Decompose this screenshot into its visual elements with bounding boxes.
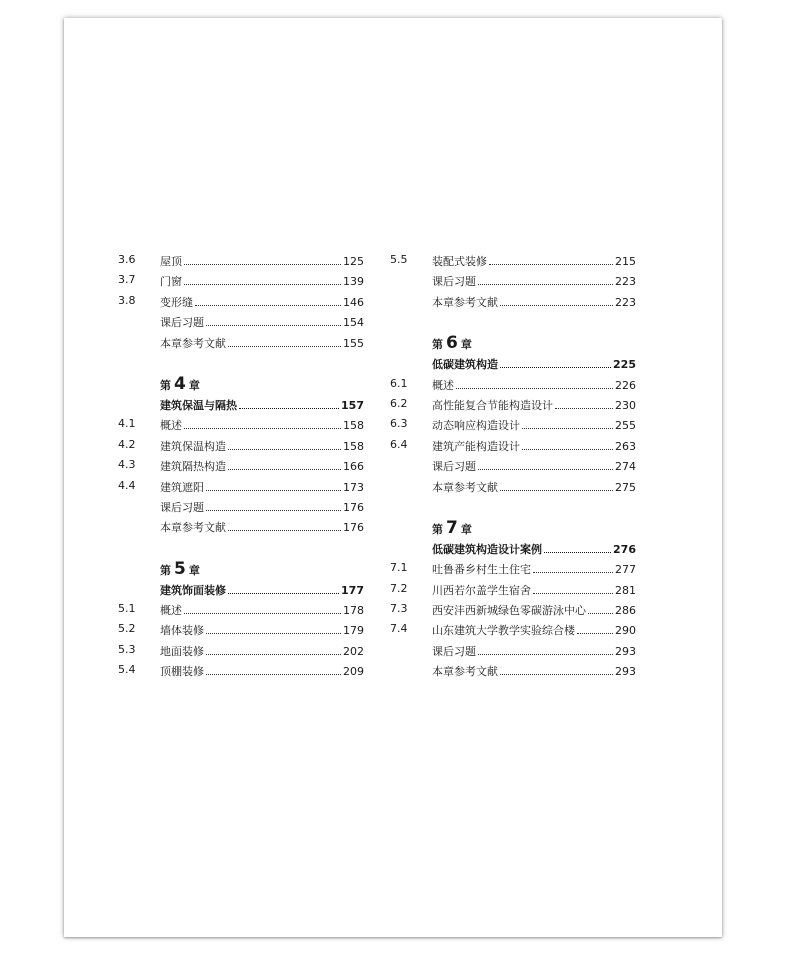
dot-leader bbox=[522, 435, 613, 450]
page-number: 230 bbox=[615, 398, 636, 412]
section-title: 本章参考文献 bbox=[432, 665, 498, 679]
toc-entry-6-1[interactable] bbox=[390, 374, 636, 394]
page-number: 176 bbox=[343, 500, 364, 514]
section-title: 西安沣西新城绿色零碳游泳中心 bbox=[432, 604, 586, 618]
dot-leader bbox=[206, 660, 341, 675]
section-title: 课后习题 bbox=[432, 644, 476, 658]
toc-entry-ch4-exercises[interactable] bbox=[118, 496, 364, 516]
chapter-prefix: 第 bbox=[432, 338, 443, 352]
page-number: 276 bbox=[613, 542, 636, 556]
dot-leader bbox=[228, 516, 341, 531]
chapter-number: 6 bbox=[446, 333, 458, 354]
dot-leader bbox=[206, 496, 341, 511]
dot-leader bbox=[184, 414, 341, 429]
dot-leader bbox=[228, 332, 341, 347]
page-number: 146 bbox=[343, 295, 364, 309]
chapter-7-heading bbox=[390, 516, 636, 538]
section-title: 本章参考文献 bbox=[432, 480, 498, 494]
dot-leader bbox=[228, 435, 341, 450]
section-title: 本章参考文献 bbox=[160, 521, 226, 535]
page-number: 209 bbox=[343, 665, 364, 679]
dot-leader bbox=[456, 374, 613, 389]
toc-entry-5-5[interactable] bbox=[390, 250, 636, 270]
section-title: 装配式装修 bbox=[432, 255, 487, 268]
section-number: 5.5 bbox=[390, 253, 408, 266]
toc-entry-ch3-references[interactable] bbox=[118, 332, 364, 352]
chapter-suffix: 章 bbox=[188, 563, 200, 577]
chapter-number: 7 bbox=[446, 517, 458, 538]
section-number: 4.1 bbox=[118, 417, 136, 431]
section-number: 6.1 bbox=[390, 376, 408, 390]
toc-entry-5-1[interactable] bbox=[118, 599, 364, 619]
page-number: 263 bbox=[615, 439, 636, 453]
toc-entry-ch7-exercises[interactable] bbox=[390, 640, 636, 660]
dot-leader bbox=[544, 538, 611, 553]
chapter-prefix: 第 bbox=[160, 563, 171, 577]
toc-entry-5-4[interactable] bbox=[118, 660, 364, 680]
dot-leader bbox=[478, 640, 613, 655]
toc-entry-ch5-exercises[interactable] bbox=[390, 270, 636, 290]
dot-leader bbox=[478, 270, 613, 285]
section-title: 课后习题 bbox=[160, 500, 204, 514]
section-number: 5.3 bbox=[118, 642, 136, 656]
section-title: 建筑遮阳 bbox=[160, 480, 204, 494]
page-number: 274 bbox=[615, 460, 636, 474]
section-title: 建筑保温构造 bbox=[160, 439, 226, 453]
chapter-prefix: 第 bbox=[432, 522, 443, 536]
section-number: 7.2 bbox=[390, 581, 408, 595]
section-number: 7.3 bbox=[390, 602, 408, 616]
page-number: 281 bbox=[615, 583, 636, 597]
toc-entry-4-3[interactable] bbox=[118, 455, 364, 475]
toc-entry-5-3[interactable] bbox=[118, 640, 364, 660]
toc-entry-ch4-references[interactable] bbox=[118, 516, 364, 536]
page-number: 158 bbox=[343, 439, 364, 453]
page-number: 176 bbox=[343, 521, 364, 535]
section-number: 6.3 bbox=[390, 417, 408, 431]
toc-entry-3-6[interactable] bbox=[118, 250, 364, 270]
dot-leader bbox=[500, 353, 611, 368]
page-number: 277 bbox=[615, 563, 636, 577]
page-number: 157 bbox=[341, 398, 364, 412]
section-number: 7.4 bbox=[390, 622, 408, 636]
section-number: 6.4 bbox=[390, 437, 408, 451]
dot-leader bbox=[206, 640, 341, 655]
toc-chapter-6-title[interactable] bbox=[390, 353, 636, 373]
section-number: 5.2 bbox=[118, 622, 136, 636]
page-number: 179 bbox=[343, 624, 364, 638]
dot-leader bbox=[500, 476, 613, 491]
section-title: 概述 bbox=[432, 378, 454, 392]
dot-leader bbox=[533, 558, 613, 573]
toc-entry-4-2[interactable] bbox=[118, 435, 364, 455]
section-number: 3.6 bbox=[118, 253, 136, 266]
dot-leader bbox=[500, 660, 613, 675]
toc-entry-ch5-references[interactable] bbox=[390, 291, 636, 311]
dot-leader bbox=[239, 394, 339, 409]
section-title: 吐鲁番乡村生土住宅 bbox=[432, 563, 531, 577]
section-title: 动态响应构造设计 bbox=[432, 419, 520, 433]
page-number: 223 bbox=[615, 275, 636, 289]
section-title: 概述 bbox=[160, 419, 182, 433]
section-number: 6.2 bbox=[390, 396, 408, 410]
page-number: 155 bbox=[343, 336, 364, 350]
chapter-title: 建筑饰面装修 bbox=[160, 583, 226, 597]
dot-leader bbox=[522, 414, 613, 429]
dot-leader bbox=[184, 250, 341, 265]
toc-entry-6-3[interactable] bbox=[390, 414, 636, 434]
toc-entry-5-2[interactable] bbox=[118, 619, 364, 639]
page-number: 154 bbox=[343, 316, 364, 330]
toc-entry-7-4[interactable] bbox=[390, 619, 636, 639]
dot-leader bbox=[555, 394, 613, 409]
section-title: 课后习题 bbox=[432, 460, 476, 474]
toc-entry-4-1[interactable] bbox=[118, 414, 364, 434]
page-number: 158 bbox=[343, 419, 364, 433]
page-number: 293 bbox=[615, 665, 636, 679]
dot-leader bbox=[500, 291, 613, 306]
toc-entry-7-3[interactable] bbox=[390, 599, 636, 619]
toc-entry-ch3-exercises[interactable] bbox=[118, 311, 364, 331]
chapter-number: 5 bbox=[174, 558, 186, 579]
chapter-number: 4 bbox=[174, 373, 186, 394]
toc-left-column bbox=[118, 250, 364, 681]
document-page bbox=[64, 18, 722, 937]
page-number: 178 bbox=[343, 604, 364, 618]
section-title: 顶棚装修 bbox=[160, 665, 204, 679]
section-title: 概述 bbox=[160, 604, 182, 618]
dot-leader bbox=[184, 270, 341, 285]
toc-entry-ch6-exercises[interactable] bbox=[390, 455, 636, 475]
page-number: 166 bbox=[343, 460, 364, 474]
section-title: 建筑隔热构造 bbox=[160, 460, 226, 474]
section-title: 变形缝 bbox=[160, 295, 193, 309]
page-number: 275 bbox=[615, 480, 636, 494]
section-number: 4.2 bbox=[118, 437, 136, 451]
toc-entry-7-1[interactable] bbox=[390, 558, 636, 578]
chapter-5-heading bbox=[118, 557, 364, 579]
section-title: 地面装修 bbox=[160, 644, 204, 658]
section-title: 门窗 bbox=[160, 275, 182, 289]
page-number: 226 bbox=[615, 378, 636, 392]
page-number: 225 bbox=[613, 358, 636, 372]
toc-chapter-5-title[interactable] bbox=[118, 579, 364, 599]
section-number: 5.4 bbox=[118, 663, 136, 677]
page-number: 223 bbox=[615, 295, 636, 309]
dot-leader bbox=[206, 619, 341, 634]
page-number: 125 bbox=[343, 255, 364, 268]
toc-entry-6-2[interactable] bbox=[390, 394, 636, 414]
dot-leader bbox=[228, 579, 339, 594]
section-number: 3.8 bbox=[118, 293, 136, 307]
section-number: 5.1 bbox=[118, 602, 136, 616]
page-number: 139 bbox=[343, 275, 364, 289]
section-number: 7.1 bbox=[390, 561, 408, 575]
page-number: 293 bbox=[615, 644, 636, 658]
chapter-title: 低碳建筑构造 bbox=[432, 358, 498, 372]
page-number: 202 bbox=[343, 644, 364, 658]
section-title: 墙体装修 bbox=[160, 624, 204, 638]
dot-leader bbox=[184, 599, 341, 614]
dot-leader bbox=[206, 476, 341, 491]
dot-leader bbox=[195, 291, 341, 306]
toc-right-column bbox=[390, 250, 636, 681]
toc-entry-3-8[interactable] bbox=[118, 291, 364, 311]
section-title: 课后习题 bbox=[160, 316, 204, 330]
dot-leader bbox=[533, 579, 613, 594]
chapter-6-heading bbox=[390, 331, 636, 353]
section-number: 4.4 bbox=[118, 478, 136, 492]
page-number: 177 bbox=[341, 583, 364, 597]
dot-leader bbox=[206, 311, 341, 326]
section-number: 3.7 bbox=[118, 273, 136, 287]
section-title: 屋顶 bbox=[160, 255, 182, 268]
page-number: 290 bbox=[615, 624, 636, 638]
chapter-prefix: 第 bbox=[160, 378, 171, 392]
dot-leader bbox=[489, 250, 613, 265]
section-title: 高性能复合节能构造设计 bbox=[432, 398, 553, 412]
section-title: 本章参考文献 bbox=[160, 336, 226, 350]
chapter-suffix: 章 bbox=[460, 522, 472, 536]
page-number: 215 bbox=[615, 255, 636, 268]
section-number: 4.3 bbox=[118, 458, 136, 472]
section-title: 川西若尔盖学生宿舍 bbox=[432, 583, 531, 597]
toc-entry-ch6-references[interactable] bbox=[390, 476, 636, 496]
chapter-title: 建筑保温与隔热 bbox=[160, 398, 237, 412]
toc-entry-ch7-references[interactable] bbox=[390, 660, 636, 680]
page-number: 286 bbox=[615, 604, 636, 618]
toc-chapter-4-title[interactable] bbox=[118, 394, 364, 414]
section-title: 建筑产能构造设计 bbox=[432, 439, 520, 453]
dot-leader bbox=[228, 455, 341, 470]
toc-entry-7-2[interactable] bbox=[390, 579, 636, 599]
toc-chapter-7-title[interactable] bbox=[390, 538, 636, 558]
toc-entry-6-4[interactable] bbox=[390, 435, 636, 455]
chapter-suffix: 章 bbox=[188, 378, 200, 392]
dot-leader bbox=[588, 599, 613, 614]
page-number: 173 bbox=[343, 480, 364, 494]
chapter-4-heading bbox=[118, 372, 364, 394]
chapter-title: 低碳建筑构造设计案例 bbox=[432, 542, 542, 556]
section-title: 课后习题 bbox=[432, 275, 476, 289]
chapter-suffix: 章 bbox=[460, 338, 472, 352]
toc-entry-4-4[interactable] bbox=[118, 476, 364, 496]
page-number: 255 bbox=[615, 419, 636, 433]
dot-leader bbox=[577, 619, 613, 634]
dot-leader bbox=[478, 455, 613, 470]
section-title: 山东建筑大学教学实验综合楼 bbox=[432, 624, 575, 638]
section-title: 本章参考文献 bbox=[432, 295, 498, 309]
toc-entry-3-7[interactable] bbox=[118, 270, 364, 290]
